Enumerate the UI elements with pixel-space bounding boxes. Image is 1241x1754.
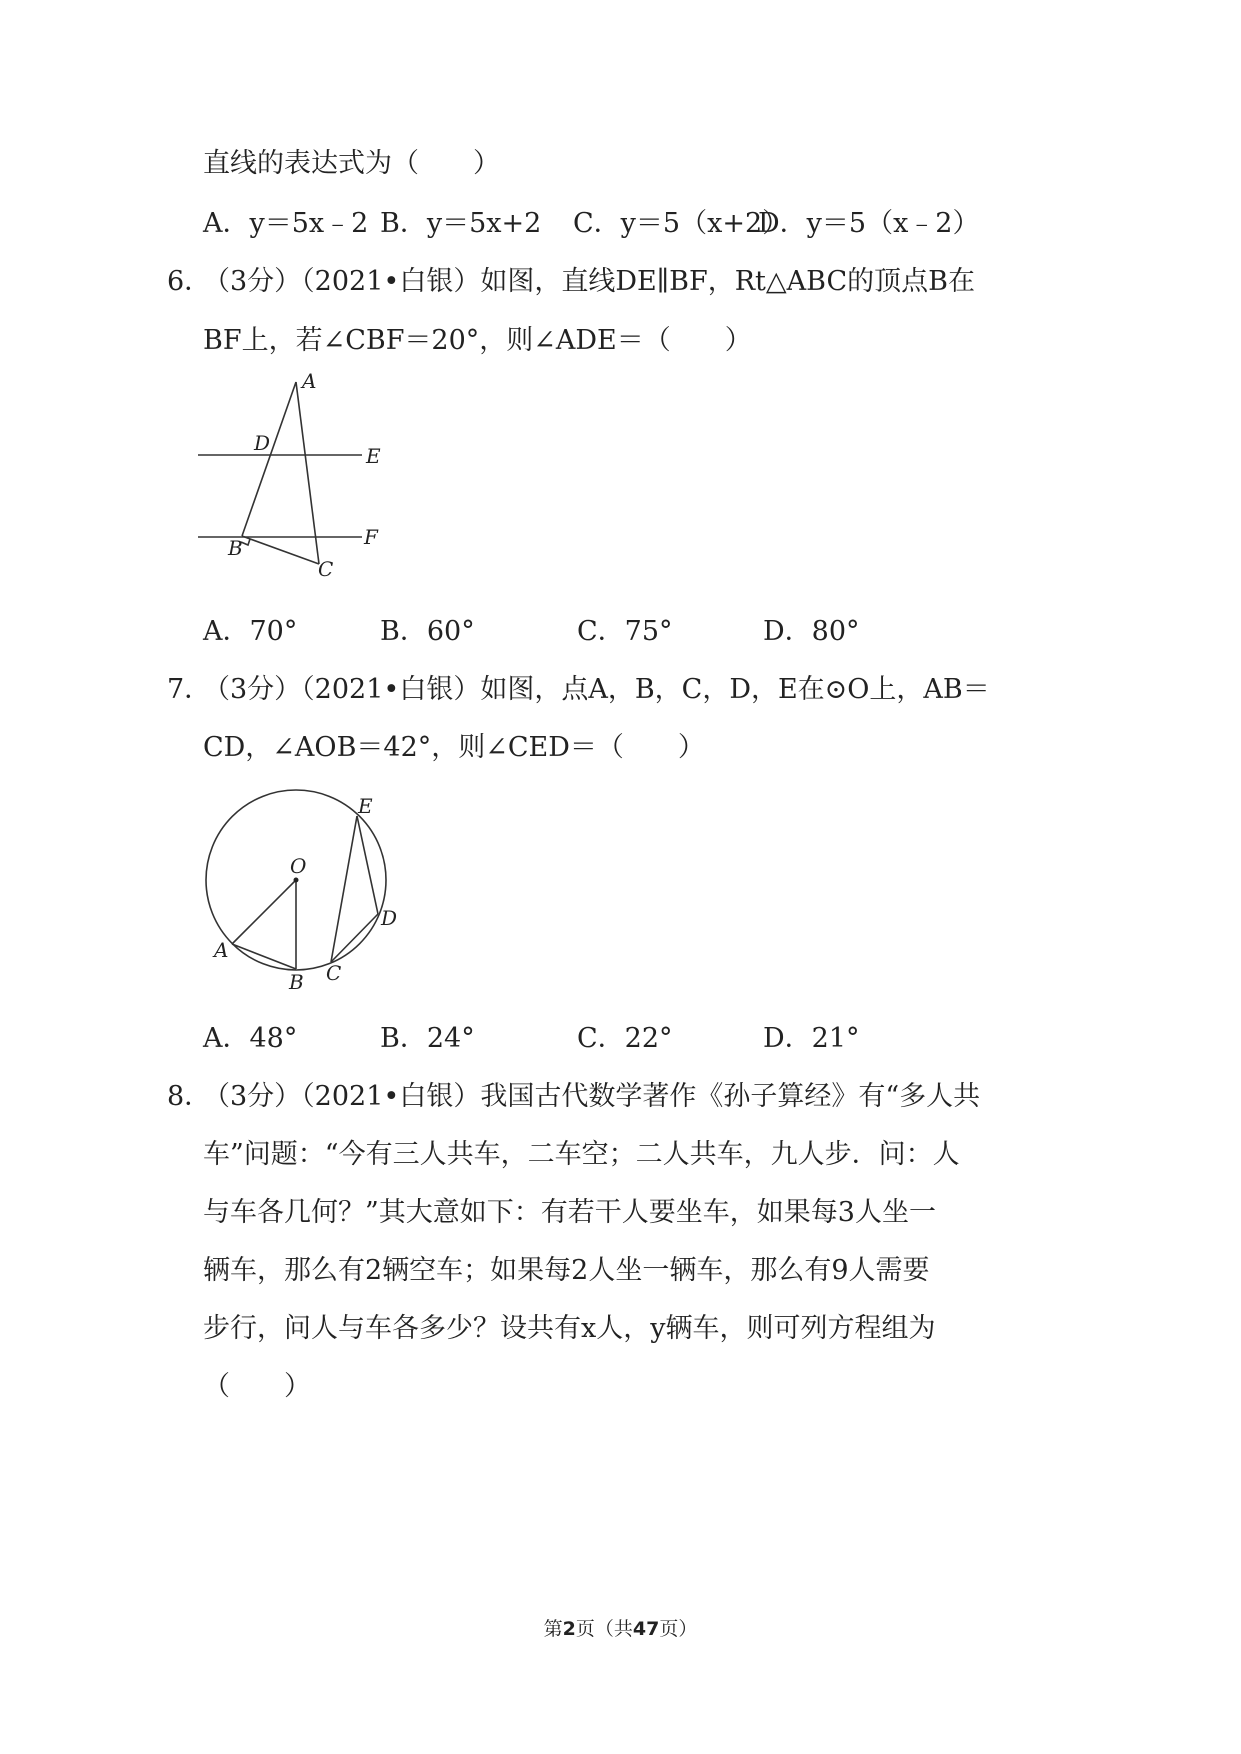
- label-d: D: [254, 431, 271, 455]
- q8-line-5: 步行，问人与车各多少？设共有x人，y辆车，则可列方程组为: [203, 1313, 936, 1344]
- q6-option-c: C．75°: [577, 616, 673, 647]
- q7-option-a: A．48°: [203, 1023, 298, 1054]
- q6-number: 6．: [167, 266, 212, 297]
- label-o: O: [290, 854, 307, 878]
- q8-line-6: （ ）: [203, 1371, 311, 1402]
- q7-line-1: （3分）（2021•白银）如图，点A，B，C，D，E在⊙O上，AB＝: [203, 674, 990, 705]
- label-e: E: [358, 794, 373, 818]
- q7-figure: [190, 780, 415, 995]
- q8-line-3: 与车各几何？”其大意如下：有若干人要坐车，如果每3人坐一: [203, 1197, 936, 1228]
- q5-stem-tail: 直线的表达式为（ ）: [203, 148, 500, 179]
- footer-prefix: 第: [543, 1618, 563, 1640]
- q7-option-b: B．24°: [380, 1023, 475, 1054]
- page-footer: [0, 1614, 1241, 1641]
- q8-line-1: （3分）（2021•白银）我国古代数学著作《孙子算经》有“多人共: [203, 1081, 981, 1112]
- q7-option-d: D．21°: [763, 1023, 860, 1054]
- q8-line-2: 车”问题：“今有三人共车，二车空；二人共车，九人步．问：人: [203, 1139, 960, 1170]
- segment-ab: [242, 382, 296, 536]
- label-a: A: [214, 938, 229, 962]
- label-c: C: [318, 557, 334, 581]
- q6-option-a: A．70°: [203, 616, 298, 647]
- footer-total-pages: 47: [632, 1618, 660, 1640]
- footer-page-number: 2: [562, 1618, 576, 1640]
- segment-oa: [232, 880, 296, 944]
- q8-line-4: 辆车，那么有2辆空车；如果每2人坐一辆车，那么有9人需要: [203, 1255, 930, 1286]
- q5-option-a: A．y＝5x﹣2: [203, 208, 369, 239]
- label-b: B: [228, 536, 243, 560]
- q6-option-b: B．60°: [380, 616, 475, 647]
- center-point: [294, 878, 299, 883]
- q6-option-d: D．80°: [763, 616, 860, 647]
- q5-option-b: B．y＝5x+2: [380, 208, 542, 239]
- label-e: E: [366, 444, 381, 468]
- label-d: D: [381, 906, 398, 930]
- label-f: F: [364, 525, 378, 549]
- q7-line-2: CD，∠AOB＝42°，则∠CED＝（ ）: [203, 732, 705, 763]
- footer-suffix: 页）: [659, 1618, 698, 1640]
- q6-figure: [190, 370, 400, 585]
- q5-option-d: D．y＝5（x﹣2）: [758, 208, 980, 239]
- label-c: C: [326, 961, 342, 985]
- footer-mid: 页（共: [575, 1618, 633, 1640]
- label-a: A: [302, 370, 317, 393]
- q8-number: 8．: [167, 1081, 212, 1112]
- q7-option-c: C．22°: [577, 1023, 673, 1054]
- segment-bc: [242, 536, 319, 564]
- label-b: B: [289, 970, 304, 994]
- segment-ab: [232, 944, 296, 969]
- q6-line-1: （3分）（2021•白银）如图，直线DE∥BF，Rt△ABC的顶点B在: [203, 266, 976, 297]
- q6-line-2: BF上，若∠CBF＝20°，则∠ADE＝（ ）: [203, 325, 752, 356]
- q7-number: 7．: [167, 674, 212, 705]
- q5-option-c: C．y＝5（x+2）: [573, 208, 790, 239]
- segment-de: [357, 816, 378, 914]
